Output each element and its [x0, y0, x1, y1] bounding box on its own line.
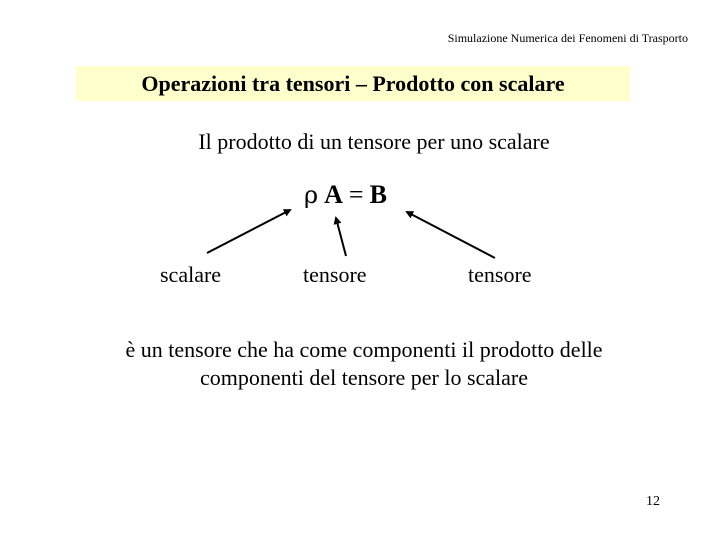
description	[0, 336, 720, 392]
slide-title: Operazioni tra tensori – Prodotto con scalare	[141, 70, 565, 96]
description-line-2: componenti del tensore per lo scalare	[199, 365, 529, 390]
label-tensor-left: tensore	[303, 262, 367, 287]
formula	[304, 180, 387, 210]
formula-equals: =	[348, 180, 364, 209]
label-tensor-right: tensore	[468, 262, 532, 287]
title-bar	[76, 66, 630, 101]
page-number: 12	[646, 494, 660, 509]
course-header: Simulazione Numerica dei Fenomeni di Trasporto	[447, 31, 688, 45]
arrow-result	[407, 212, 495, 258]
intro-text: Il prodotto di un tensore per uno scalare	[198, 129, 550, 154]
arrow-scalar	[207, 210, 290, 253]
formula-tensor: A	[324, 180, 343, 209]
formula-scalar: ρ	[304, 181, 319, 209]
label-scalar: scalare	[160, 262, 222, 287]
formula-result: B	[369, 180, 387, 209]
description-line-1: è un tensore che ha come componenti il prodotto delle	[125, 337, 603, 362]
arrow-tensor	[336, 218, 346, 256]
